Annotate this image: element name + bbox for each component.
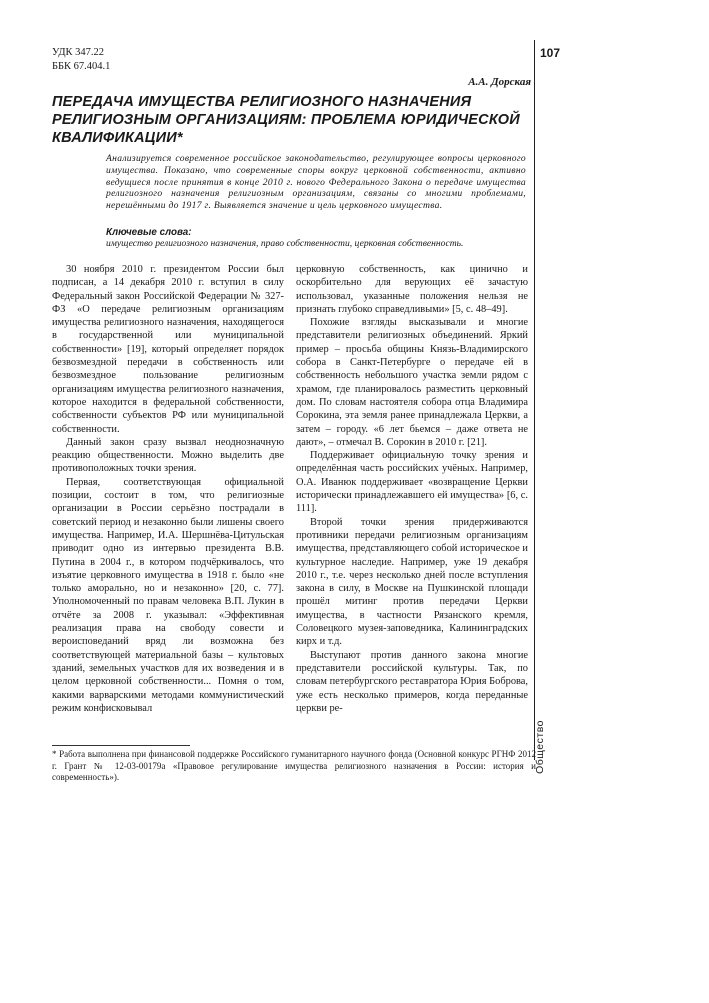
- paragraph: Похожие взгляды высказывали и многие представители религиозных объединений. Яркий пример – просьба общины Князь-Владимирского собора в Санкт-Петербурге о передаче ей в собственность небольшого участка земли рядом с храмом, где планировалось разместить церковный дом. По словам настоятеля собора отца Владимира Сорокина, эта земля ранее принадлежала Церкви, а затем – городу. «6 лет бьемся – даже ответа не дают», – отмечал В. Сорокин в 2010 г. [21].: [296, 317, 528, 448]
- margin-rule: [534, 40, 535, 760]
- footnote-rule: [52, 745, 190, 746]
- paragraph: церковную собственность, как цинично и оскорбительно для верующих её зачастую использовал, указанные положения нельзя не признать глубоко справедливыми» [5, с. 48–49].: [296, 264, 528, 315]
- paragraph: Второй точки зрения придерживаются противники передачи религиозным организациям имущества, представляющего собой историческое и культурное наследие. Например, уже 19 декабря 2010 г., т.е. через несколько дней после вступления закона в силу, в Москве на Пушкинской площади прошёл митинг против передачи Церкви имущества, в частности Рязанского кремля, Соловецкого музея-заповедника, Калининградских кирх и т.д.: [296, 516, 528, 648]
- body-column-left: [52, 263, 284, 715]
- udk-code: УДК 347.22: [52, 47, 105, 58]
- author-name: А.А. Дорская: [468, 76, 531, 88]
- paragraph: Выступают против данного закона многие представители российской культуры. Так, по словам петербургского реставратора Юрия Боброва, уже есть несколько примеров, когда переданные церкви ре-: [296, 649, 528, 714]
- footnote: * Работа выполнена при финансовой поддержке Российского гуманитарного научного фонда (Основной конкурс РГНФ 2012 г. Грант № 12-03-00179а «Правовое регулирование имущества религиозного назначения в России: история и современность»).: [52, 749, 536, 782]
- paragraph: Первая, соответствующая официальной позиции, состоит в том, что религиозные организации в России серьёзно пострадали в советский период и незаконно были лишены своего имущества. Например, И.А. Шершнёва-Цитульская приводит одно из интервью президента В.В. Путина в 2004 г., в котором подчёркивалось, что изъятие церковного имущества в 1918 г. было «не только аморально, но и незаконно» [20, с. 77]. Уполномоченный по правам человека В.П. Лукин в отчёте за 2008 г. указывал: «Эффективная реализация права на свободу совести и вероисповеданий вряд ли возможна без соответствующей материальной базы – культовых зданий, земельных участков для их возведения и в целом церковной собственности... Помня о том, какими варварскими методами коммунистический режим конфисковывал: [52, 476, 284, 714]
- body-column-right: [296, 263, 528, 715]
- keywords-heading: Ключевые слова:: [106, 227, 192, 238]
- paragraph: Данный закон сразу вызвал неоднозначную реакцию общественности. Можно выделить две противоположных точки зрения.: [52, 436, 284, 475]
- bbk-code: ББК 67.404.1: [52, 61, 111, 72]
- classification-codes: [52, 46, 110, 74]
- keywords: имущество религиозного назначения, право собственности, церковная собственность.: [106, 238, 464, 249]
- section-label: Общество: [534, 720, 546, 774]
- page-number: 107: [540, 46, 561, 60]
- abstract: Анализируется современное российское законодательство, регулирующее вопросы церковного имущества. Показано, что современные споры вокруг церковной собственности, активно ведущиеся после принятия в конце 2010 г. нового Федерального Закона о передаче имущества религиозного назначения религиозным организациям, связаны со многими проблемами, нерешёнными до 1917 г. Выявляется значение и цель церковного имущества.: [106, 153, 526, 212]
- paragraph: Поддерживает официальную точку зрения и определённая часть российских учёных. Например, О.А. Иванюк поддерживает «возвращение Церкви исторически принадлежавшего ей имущества» [6, с. 111].: [296, 450, 528, 515]
- paragraph: 30 ноября 2010 г. президентом России был подписан, а 14 декабря 2010 г. вступил в силу Федеральный закон Российской Федерации № 327-ФЗ «О передаче религиозным организациям имущества религиозного назначения, находящегося в государственной или муниципальной собственности» [19], который определяет порядок безвозмездной передачи в собственность или безвозмездное пользование религиозным организациям имущества религиозного назначения, которое находится в федеральной собственности, собственности субъектов РФ или муниципальной собственности.: [52, 264, 284, 435]
- article-title: ПЕРЕДАЧА ИМУЩЕСТВА РЕЛИГИОЗНОГО НАЗНАЧЕНИЯ РЕЛИГИОЗНЫМ ОРГАНИЗАЦИЯМ: ПРОБЛЕМА ЮРИДИЧЕСКОЙ КВАЛИФИКАЦИИ*: [52, 94, 520, 146]
